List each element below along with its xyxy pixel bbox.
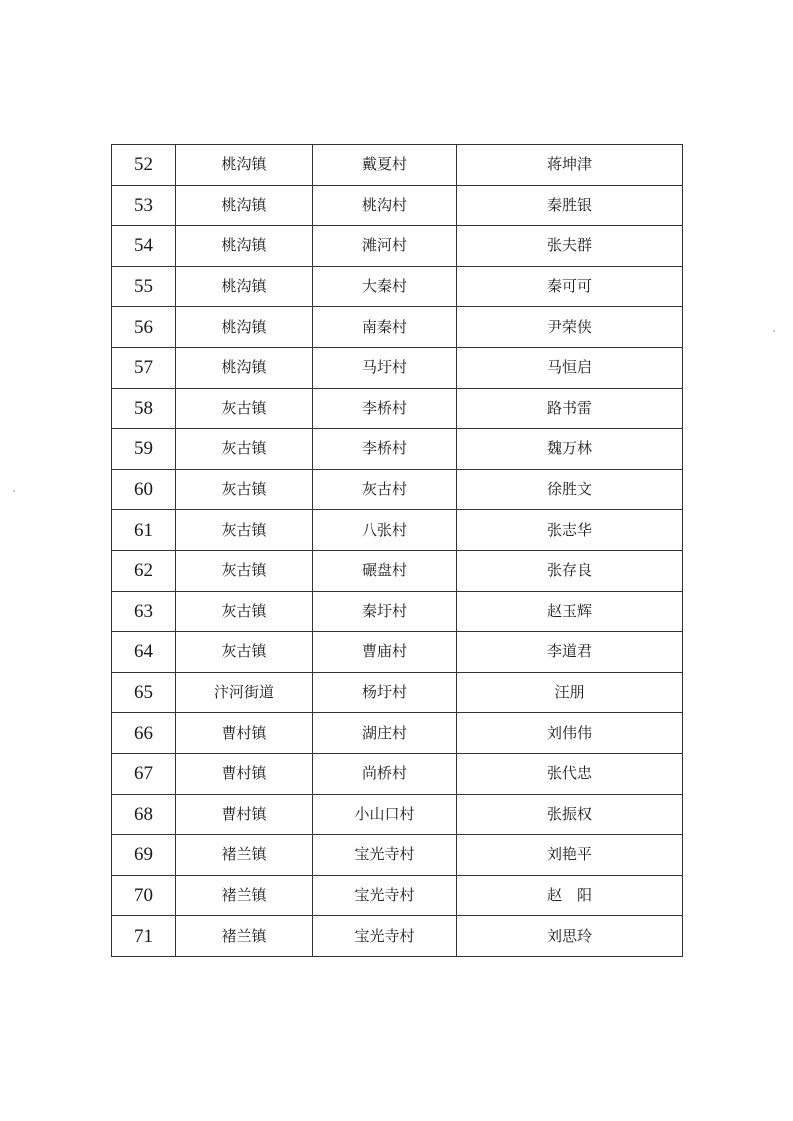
village-cell: 曹庙村 [313,632,457,673]
person-name-cell: 赵 阳 [457,875,683,916]
village-cell: 马圩村 [313,347,457,388]
village-cell: 桃沟村 [313,185,457,226]
town-cell: 曹村镇 [176,713,313,754]
village-cell: 湖庄村 [313,713,457,754]
table-row [112,145,683,186]
row-number: 55 [112,266,176,307]
town-cell: 灰古镇 [176,591,313,632]
table-row [112,307,683,348]
village-cell: 八张村 [313,510,457,551]
row-number: 52 [112,145,176,186]
table-row [112,632,683,673]
town-cell: 褚兰镇 [176,875,313,916]
village-cell: 杨圩村 [313,672,457,713]
row-number: 57 [112,347,176,388]
table-row [112,550,683,591]
town-cell: 桃沟镇 [176,347,313,388]
person-name-cell: 张代忠 [457,753,683,794]
person-name-cell: 张振权 [457,794,683,835]
row-number: 63 [112,591,176,632]
table-row [112,753,683,794]
row-number: 67 [112,753,176,794]
person-name-cell: 刘艳平 [457,835,683,876]
town-cell: 曹村镇 [176,794,313,835]
person-name-cell: 张存良 [457,550,683,591]
person-name-cell: 尹荣侠 [457,307,683,348]
town-cell: 灰古镇 [176,550,313,591]
town-cell: 桃沟镇 [176,266,313,307]
row-number: 69 [112,835,176,876]
table-row [112,591,683,632]
person-name-cell: 路书雷 [457,388,683,429]
row-number: 65 [112,672,176,713]
scan-speck [13,490,15,492]
village-cell: 大秦村 [313,266,457,307]
person-name-cell: 刘思玲 [457,916,683,957]
village-cell: 灰古村 [313,469,457,510]
person-name-cell: 秦可可 [457,266,683,307]
row-number: 56 [112,307,176,348]
table-row [112,429,683,470]
row-number: 61 [112,510,176,551]
village-cell: 小山口村 [313,794,457,835]
table-row [112,875,683,916]
village-cell: 碾盘村 [313,550,457,591]
table-row [112,226,683,267]
village-cell: 宝光寺村 [313,916,457,957]
person-name-cell: 马恒启 [457,347,683,388]
person-name-cell: 汪朋 [457,672,683,713]
row-number: 68 [112,794,176,835]
table-row [112,713,683,754]
village-cell: 宝光寺村 [313,835,457,876]
town-cell: 灰古镇 [176,632,313,673]
row-number: 59 [112,429,176,470]
row-number: 71 [112,916,176,957]
table-row [112,388,683,429]
person-name-cell: 刘伟伟 [457,713,683,754]
town-cell: 褚兰镇 [176,916,313,957]
town-cell: 褚兰镇 [176,835,313,876]
town-cell: 桃沟镇 [176,145,313,186]
person-name-cell: 李道君 [457,632,683,673]
person-name-cell: 秦胜银 [457,185,683,226]
table-row [112,835,683,876]
roster-body [112,145,683,957]
town-cell: 汴河街道 [176,672,313,713]
roster-table [111,144,683,957]
row-number: 60 [112,469,176,510]
town-cell: 桃沟镇 [176,307,313,348]
village-cell: 宝光寺村 [313,875,457,916]
village-cell: 尚桥村 [313,753,457,794]
table-row [112,672,683,713]
table-row [112,185,683,226]
town-cell: 桃沟镇 [176,185,313,226]
town-cell: 曹村镇 [176,753,313,794]
row-number: 53 [112,185,176,226]
person-name-cell: 徐胜文 [457,469,683,510]
village-cell: 秦圩村 [313,591,457,632]
town-cell: 灰古镇 [176,388,313,429]
table-row [112,266,683,307]
village-cell: 李桥村 [313,429,457,470]
town-cell: 灰古镇 [176,510,313,551]
row-number: 58 [112,388,176,429]
row-number: 66 [112,713,176,754]
row-number: 64 [112,632,176,673]
village-cell: 南秦村 [313,307,457,348]
row-number: 62 [112,550,176,591]
village-cell: 戴夏村 [313,145,457,186]
table-row [112,469,683,510]
table-row [112,510,683,551]
table-row [112,916,683,957]
town-cell: 桃沟镇 [176,226,313,267]
person-name-cell: 魏万林 [457,429,683,470]
table-row [112,347,683,388]
village-cell: 李桥村 [313,388,457,429]
person-name-cell: 张夫群 [457,226,683,267]
person-name-cell: 赵玉辉 [457,591,683,632]
town-cell: 灰古镇 [176,469,313,510]
person-name-cell: 张志华 [457,510,683,551]
scan-speck [773,330,775,332]
table-row [112,794,683,835]
row-number: 70 [112,875,176,916]
row-number: 54 [112,226,176,267]
village-cell: 滩河村 [313,226,457,267]
person-name-cell: 蒋坤津 [457,145,683,186]
town-cell: 灰古镇 [176,429,313,470]
